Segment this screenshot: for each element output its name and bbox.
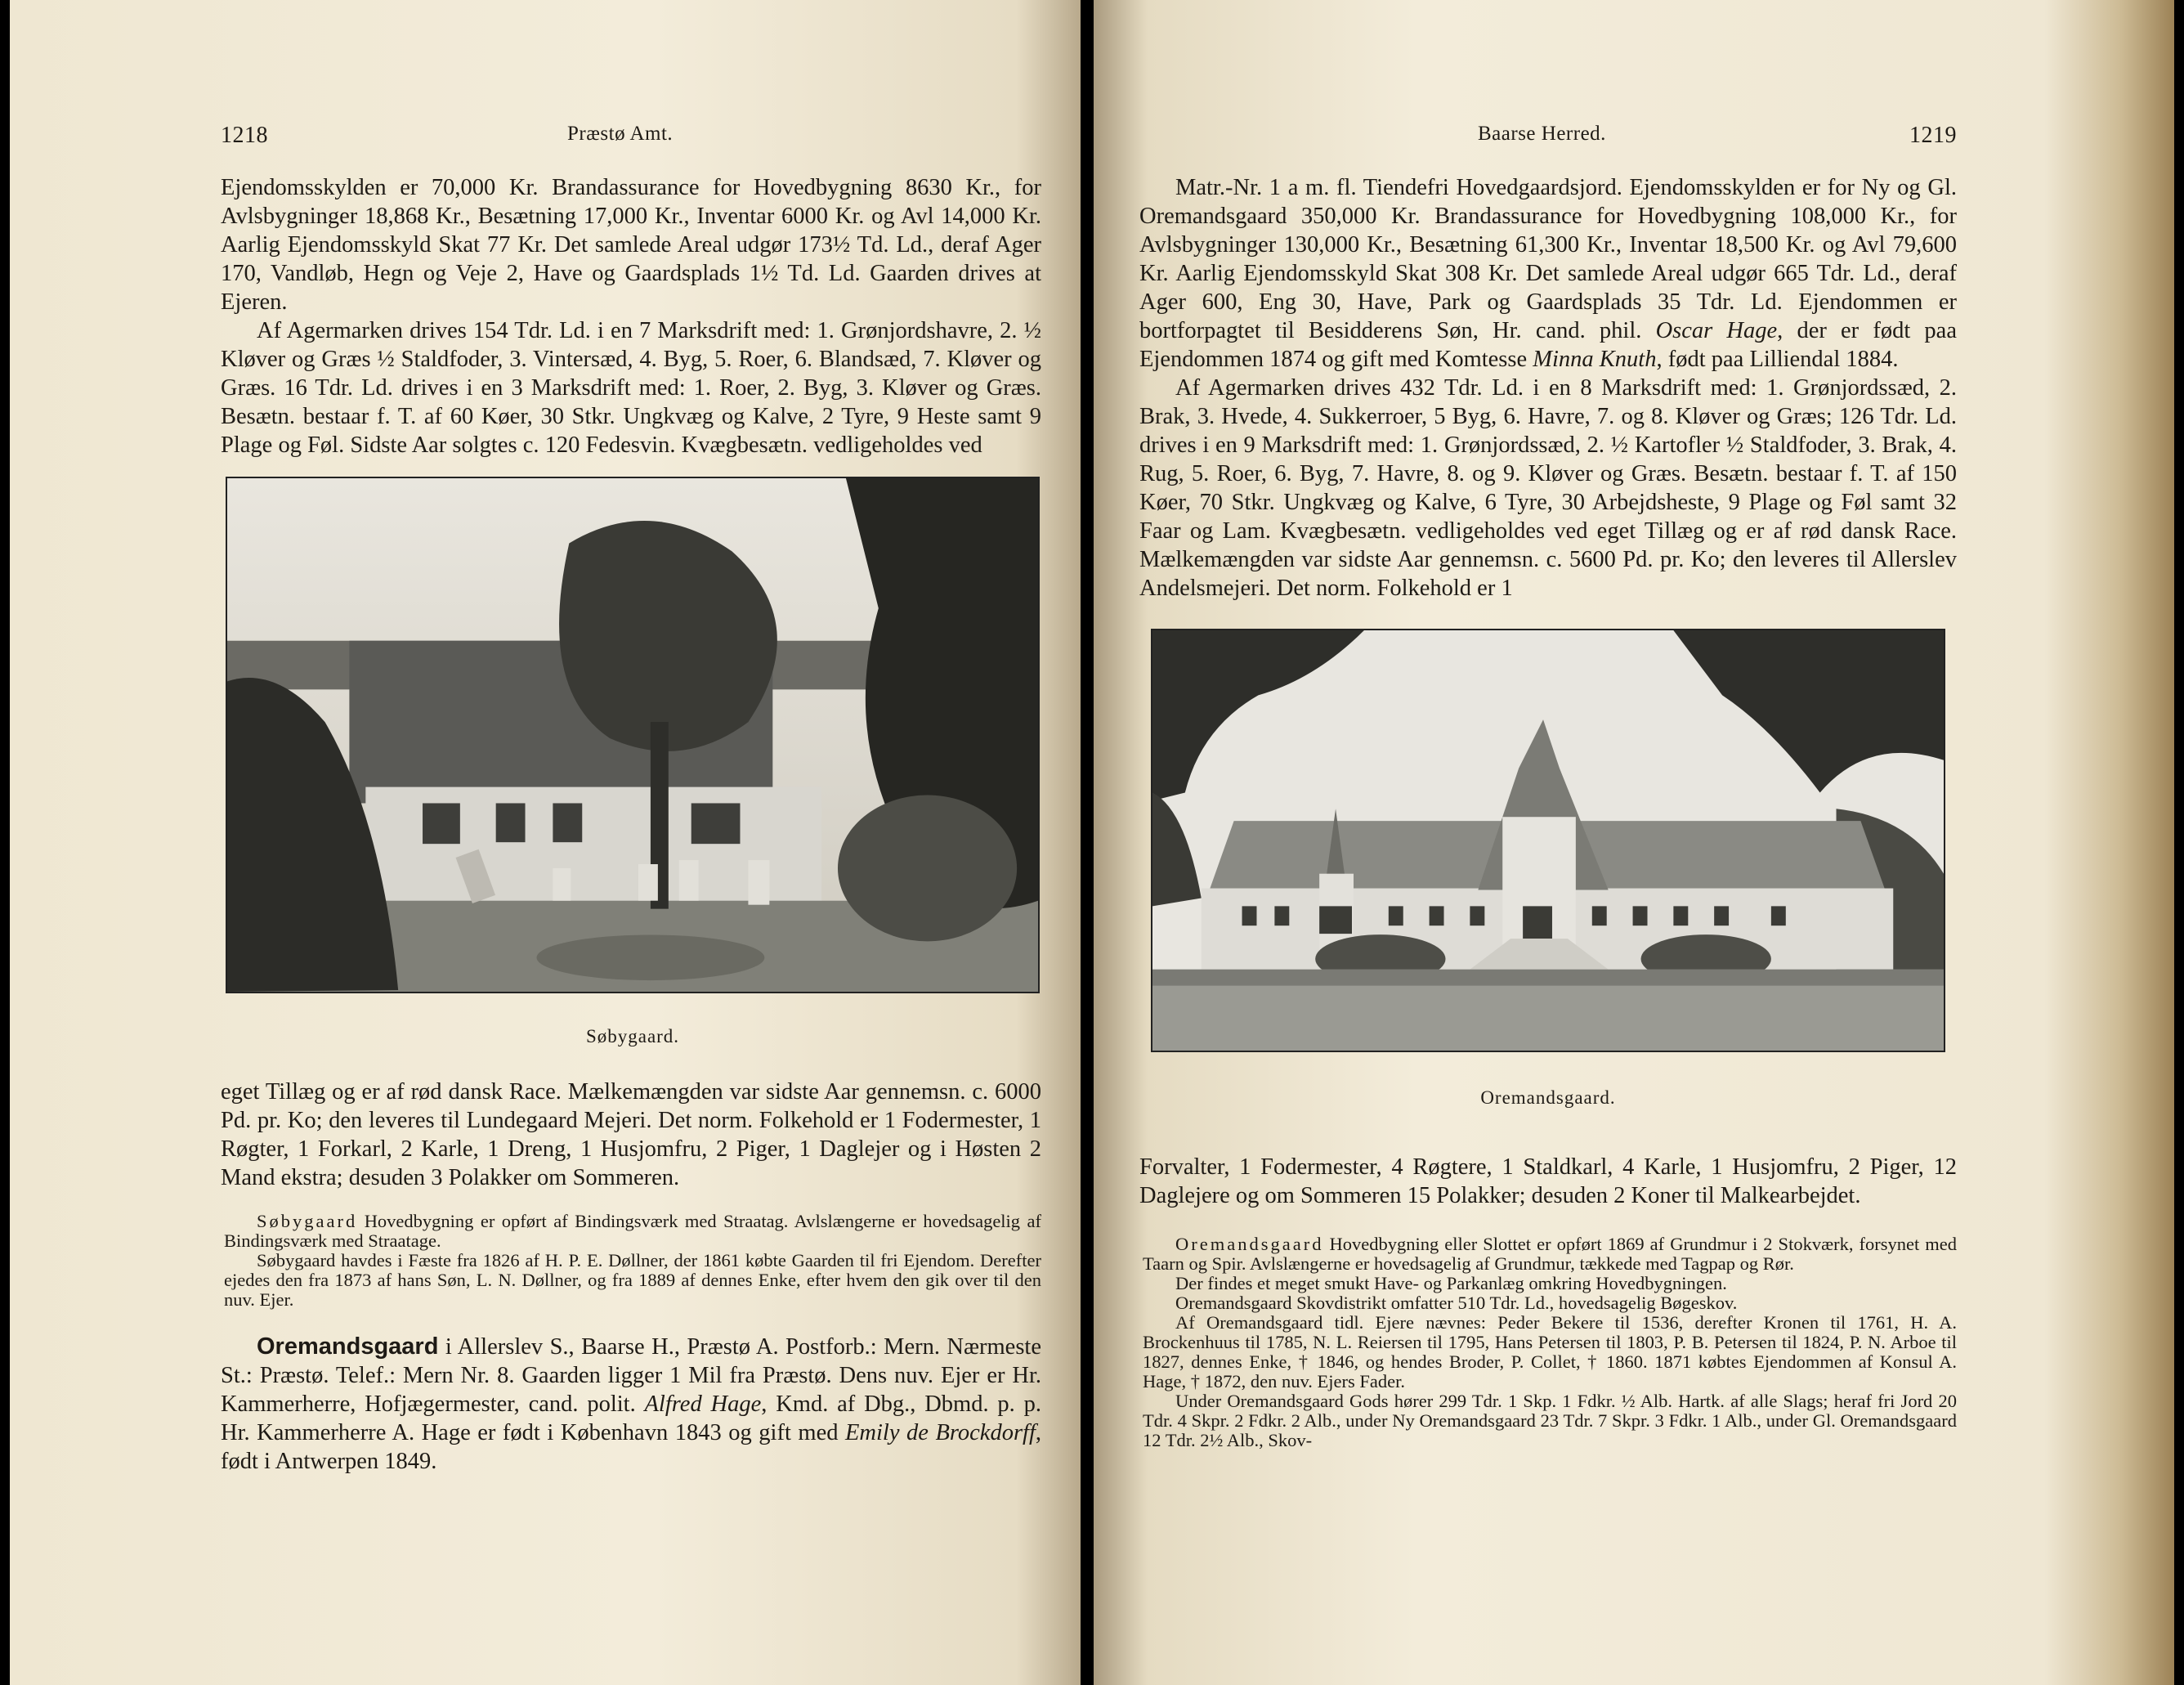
paragraph: Af Agermarken drives 154 Tdr. Ld. i en 7 Marksdrift med: 1. Grønjordshavre, 2. ½ Kløver og Græs ½ Staldfoder, 3. Vintersæd, 4. Byg, 5. Roer, 6. Blandsæd, 7. Kløver og Græs. 16 Tdr. Ld. drives i en 3 Marksdrift med: 1. Roer, 2. Byg, 3. Kløver og Græs. Besætn. bestaar f. T. af 60 Køer, 30 Stkr. Ungkvæg og Kalve, 2 Tyre, 9 Heste samt 9 Plage og Føl. Sidste Aar solgtes c. 120 Fedesvin. Kvægbesætn. vedligeholdes ved — [221, 318, 1041, 458]
entry-title: Oremandsgaard — [257, 1333, 439, 1360]
small-paragraph: Af Oremandsgaard tidl. Ejere nævnes: Peder Bekere til 1536, derefter Kronen til 1761, H. A. Brockenhuus til 1785, N. L. Reiersen til 1795, Hans Petersen til 1803, P. B. Petersen til 1824, P. N. Arboe til 1827, dennes Enke, † 1846, og hendes Broder, P. Collet, † 1860. 1871 købtes Ejendommen af Konsul A. Hage, † 1872, den nuv. Ejers Fader. — [1143, 1312, 1957, 1391]
small-paragraph: Under Oremandsgaard Gods hører 299 Tdr. 1 Skp. 1 Fdkr. ½ Alb. Hartk. af alle Slags; heraf fri Jord 20 Tdr. 4 Skpr. 2 Fdkr. 2 Alb., under Ny Oremandsgaard 23 Tdr. 7 Skpr. 3 Fdkr. 1 Alb., under Gl. Oremandsgaard 12 Tdr. 2½ Alb., Skov- — [1143, 1391, 1957, 1450]
small-text: Hovedbygning eller Slottet er opført 1869 af Grundmur i 2 Stokværk, forsynet med Taarn og Spir. Avlslængerne er hovedsagelig af Grundmur, tækkede med Tagpap og Rør. — [1143, 1234, 1957, 1274]
small-paragraph: Der findes et meget smukt Have- og Parkanlæg omkring Hovedbygningen. — [1175, 1273, 1727, 1293]
left-page — [10, 0, 1081, 1685]
small-print-block — [1143, 1235, 1957, 1450]
entry-oremandsgaard — [221, 1333, 1041, 1476]
paragraph: Ejendomsskylden er 70,000 Kr. Brandassurance for Hovedbygning 8630 Kr., for Avlsbygninger 18,868 Kr., Besætning 17,000 Kr., Inventar 6000 Kr. og Avl 14,000 Kr. Aarlig Ejendomsskyld Skat 77 Kr. Det samlede Areal udgør 173½ Td. Ld., deraf Ager 170, Vandløb, Hegn og Veje 2, Have og Gaardsplads 1½ Td. Ld. Gaarden drives at Ejeren. — [221, 175, 1041, 315]
photo-caption: Oremandsgaard. — [1480, 1087, 1616, 1108]
small-paragraph: Oremandsgaard Skovdistrikt omfatter 510 Tdr. Ld., hovedsagelig Bøgeskov. — [1175, 1293, 1738, 1313]
paragraph-text: Matr.-Nr. 1 a m. fl. Tiendefri Hovedgaardsjord. Ejendomsskylden er for Ny og Gl. Oremandsgaard 350,000 Kr. Brandassurance for Hovedbygning 108,000 Kr., for Avlsbygninger 130,000 Kr., Besætning 61,300 Kr., Inventar 18,500 Kr. og Avl 79,600 Kr. Aarlig Ejendomsskyld Skat 308 Kr. Det samlede Areal udgør 665 Tdr. Ld., deraf Ager 600, Eng 30, Have, Park og Gaardsplads 35 Tdr. Ld. Ejendommen er bortforpagtet til Besidderens Søn, Hr. cand. phil. — [1139, 175, 1957, 343]
running-head: Baarse Herred. — [1478, 123, 1606, 145]
text-block-middle — [1139, 1153, 1957, 1210]
photo-sobygaard — [226, 477, 1040, 993]
photo-caption: Søbygaard. — [585, 1026, 680, 1046]
text-block-top — [221, 173, 1041, 459]
spaced-name: Søbygaard — [257, 1211, 358, 1231]
paragraph-text: , født paa Lilliendal 1884. — [1656, 347, 1899, 372]
wife-name: Minna Knuth — [1533, 347, 1657, 372]
text-block-top — [1139, 173, 1957, 603]
small-paragraph: Søbygaard havdes i Fæste fra 1826 af H. P. E. Døllner, der 1861 købte Gaarden til fri Ejendom. Derefter ejedes den fra 1873 af hans Søn, L. N. Døllner, og fra 1889 af dennes Enke, efter hvem den gik over til den nuv. Ejer. — [224, 1250, 1041, 1310]
right-page — [1094, 0, 2174, 1685]
spaced-name: Oremandsgaard — [1175, 1234, 1324, 1254]
entry-text: , født i Antwerpen 1849. — [221, 1420, 1042, 1474]
running-head: Præstø Amt. — [567, 123, 674, 145]
paragraph: eget Tillæg og er af rød dansk Race. Mælkemængden var sidste Aar gennemsn. c. 6000 Pd. pr. Ko; den leveres til Lundegaard Mejeri. Det norm. Folkehold er 1 Fodermester, 1 Røgter, 1 Forkarl, 2 Karle, 1 Dreng, 1 Husjomfru, 2 Piger, 1 Daglejer og i Høsten 2 Mand ekstra; desuden 3 Polakker om Sommeren. — [221, 1079, 1041, 1190]
owner-name: Alfred Hage — [644, 1391, 762, 1417]
entry-text: , Kmd. af Dbg., Dbmd. p. p. Hr. Kammerherre A. Hage er født i København 1843 og gift med — [221, 1391, 1041, 1445]
paragraph: Forvalter, 1 Fodermester, 4 Røgtere, 1 Staldkarl, 4 Karle, 1 Husjomfru, 2 Piger, 12 Daglejere og om Sommeren 15 Polakker; desuden 2 Koner til Malkearbejdet. — [1139, 1154, 1957, 1208]
photo-oremandsgaard — [1151, 629, 1945, 1052]
wife-name: Emily de Brockdorff — [845, 1420, 1036, 1445]
paragraph: Af Agermarken drives 432 Tdr. Ld. i en 8 Marksdrift med: 1. Grønjordssæd, 2. Brak, 3. Hvede, 4. Sukkerroer, 5 Byg, 6. Havre, 7. og 8. Kløver og Græs; 126 Tdr. Ld. drives i en 9 Marksdrift med: 1. Grønjordssæd, 2. ½ Kartofler ½ Staldfoder, 3. Brak, 4. Rug, 5. Roer, 6. Byg, 7. Havre, 8. og 9. Kløver og Græs. Besætn. bestaar f. T. af 150 Køer, 70 Stkr. Ungkvæg og Kalve, 6 Tyre, 30 Arbejdsheste, 9 Plage og Føl samt 32 Faar og Lam. Kvægbesætn. vedligeholdes ved eget Tillæg og er af rød dansk Race. Mælkemængden var sidste Aar gennemsn. c. 5600 Pd. pr. Ko; den leveres til Allerslev Andelsmejeri. Det norm. Folkehold er 1 — [1139, 375, 1957, 601]
page-number: 1219 — [1909, 123, 1957, 148]
text-block-middle — [221, 1078, 1041, 1192]
small-text: Hovedbygning er opført af Bindingsværk med Straatag. Avlslængerne er hovedsagelig af Bindingsværk med Straatage. — [224, 1211, 1041, 1251]
entry-text: i Allerslev S., Baarse H., Præstø A. Postforb.: Mern. Nærmeste St.: Præstø. Telef.: Mern Nr. 8. Gaarden ligger 1 Mil fra Præstø. Dens nuv. Ejer er Hr. Kammerherre, Hofjægermester, cand. polit. — [221, 1334, 1041, 1417]
paragraph-text: , der er født paa Ejendommen 1874 og gift med Komtesse — [1139, 318, 1957, 372]
son-name: Oscar Hage — [1655, 318, 1778, 343]
page-number: 1218 — [221, 123, 268, 148]
small-print-block — [224, 1212, 1041, 1310]
